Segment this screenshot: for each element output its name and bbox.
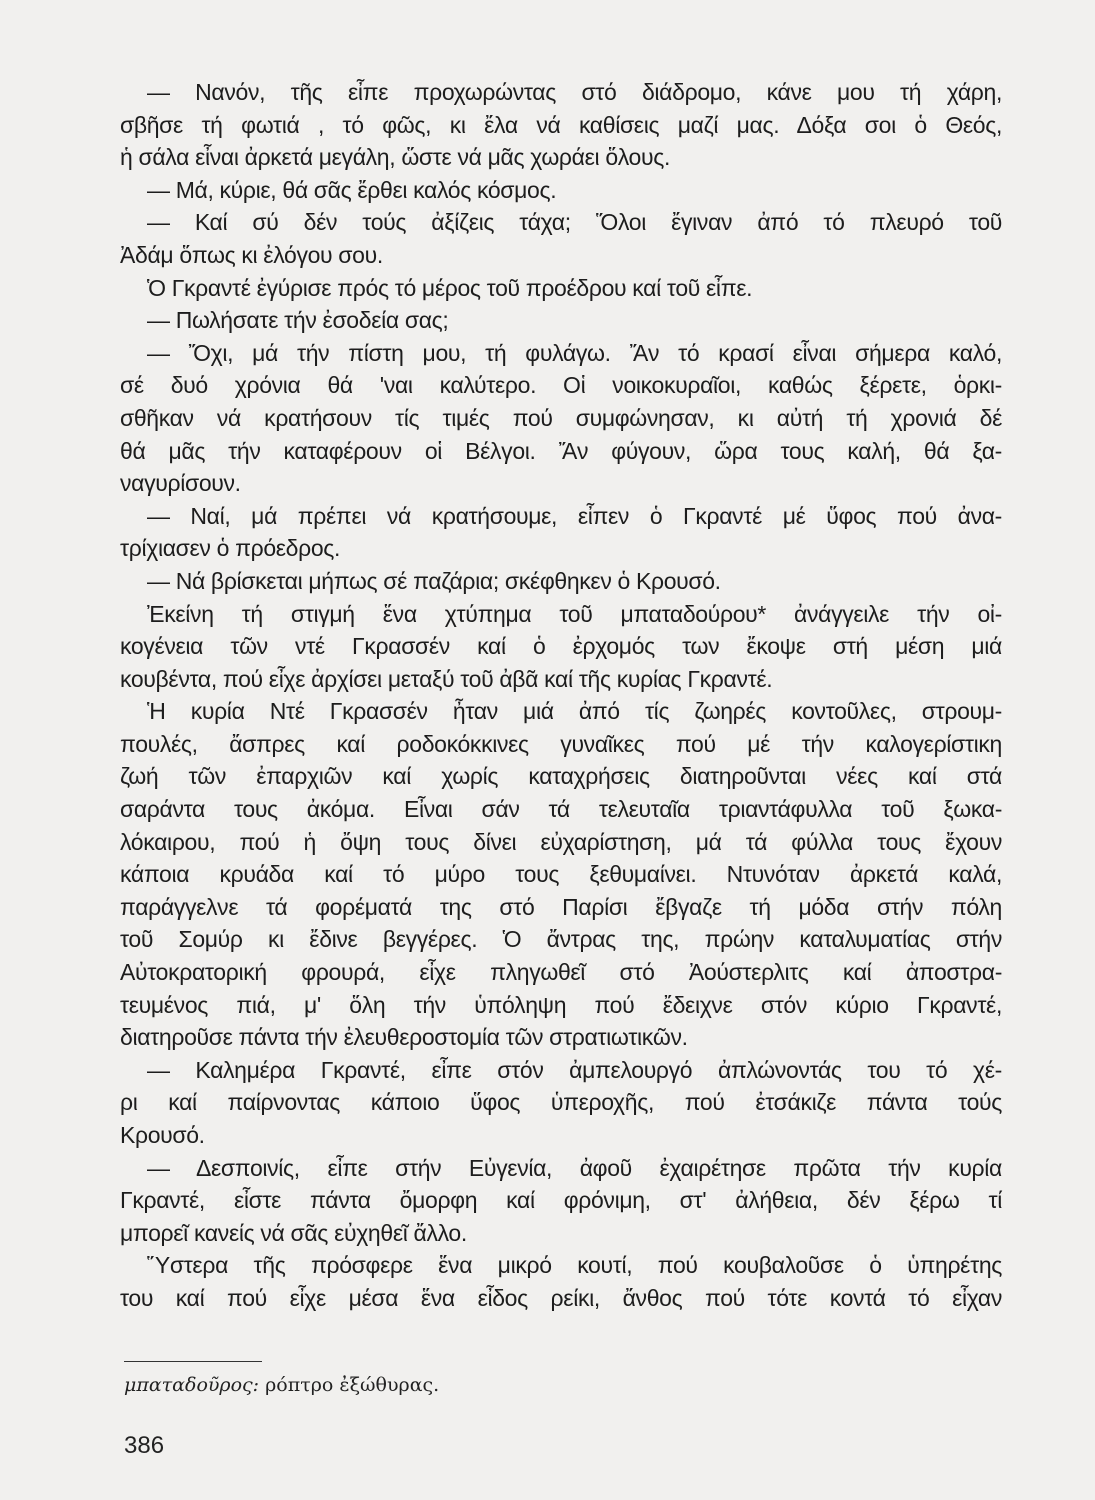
footnote (124, 1374, 439, 1396)
text-line: σαράντα τους ἀκόμα. Εἶναι σάν τά τελευταῖα τριαντάφυλλα τοῦ ξωκα- (120, 796, 1002, 823)
text-line: — Νά βρίσκεται μήπως σέ παζάρια; σκέφθηκεν ὁ Κρουσό. (147, 567, 721, 594)
text-line: Ἡ κυρία Ντέ Γκρασσέν ἦταν μιά ἀπό τίς ζωηρές κοντοῦλες, στρουμ- (147, 698, 1002, 725)
text-line: — Ναί, μά πρέπει νά κρατήσουμε, εἶπεν ὁ Γκραντέ μέ ὕφος πού ἀνα- (147, 502, 1002, 529)
text-line: — Καί σύ δέν τούς ἀξίζεις τάχα; Ὅλοι ἔγιναν ἀπό τό πλευρό τοῦ (147, 209, 1002, 236)
text-line: σβῆσε τή φωτιά , τό φῶς, κι ἔλα νά καθίσεις μαζί μας. Δόξα σοι ὁ Θεός, (120, 111, 1002, 138)
text-line: Ἐκείνη τή στιγμή ἕνα χτύπημα τοῦ μπαταδούρου* ἀνάγγειλε τήν οἰ- (147, 600, 1002, 627)
text-line: Ὕστερα τῆς πρόσφερε ἕνα μικρό κουτί, πού κουβαλοῦσε ὁ ὑπηρέτης (147, 1252, 1002, 1279)
text-line: — Δεσποινίς, εἶπε στήν Εὐγενία, ἀφοῦ ἐχαιρέτησε πρῶτα τήν κυρία (147, 1154, 1002, 1181)
text-line: σέ δυό χρόνια θά 'ναι καλύτερο. Οἱ νοικοκυραῖοι, καθώς ξέρετε, ὁρκι- (120, 372, 1002, 399)
text-line: διατηροῦσε πάντα τήν ἐλευθεροστομία τῶν στρατιωτικῶν. (120, 1024, 688, 1051)
text-line: θά μᾶς τήν καταφέρουν οἱ Βέλγοι. Ἄν φύγουν, ὥρα τους καλή, θά ξα- (120, 437, 1002, 464)
page-number: 386 (124, 1432, 165, 1459)
text-line: πουλές, ἄσπρες καί ροδοκόκκινες γυναῖκες πού μέ τήν καλογερίστικη (120, 730, 1002, 757)
text-line: Κρουσό. (120, 1122, 205, 1148)
text-line: Γκραντέ, εἶστε πάντα ὄμορφη καί φρόνιμη, στ' ἀλήθεια, δέν ξέρω τί (120, 1187, 1002, 1214)
footnote-divider (124, 1361, 262, 1362)
text-line: κάποια κρυάδα καί τό μύρο τους ξεθυμαίνει. Ντυνόταν ἀρκετά καλά, (120, 861, 1002, 888)
text-line: ρι καί παίρνοντας κάποιο ὕφος ὑπεροχῆς, πού ἐτσάκιζε πάντα τούς (120, 1089, 1002, 1116)
text-line: του καί πού εἶχε μέσα ἕνα εἶδος ρείκι, ἄνθος πού τότε κοντά τό εἶχαν (120, 1284, 1002, 1311)
text-line: — Καλημέρα Γκραντέ, εἶπε στόν ἀμπελουργό ἀπλώνοντάς του τό χέ- (147, 1056, 1002, 1083)
text-line: κουβέντα, πού εἶχε ἀρχίσει μεταξύ τοῦ ἀβᾶ καί τῆς κυρίας Γκραντέ. (120, 665, 773, 692)
text-line: — Ὄχι, μά τήν πίστη μου, τή φυλάγω. Ἄν τό κρασί εἶναι σήμερα καλό, (147, 339, 1002, 366)
text-line: κογένεια τῶν ντέ Γκρασσέν καί ὁ ἐρχομός των ἔκοψε στή μέση μιά (120, 633, 1002, 660)
text-line: μπορεῖ κανείς νά σᾶς εὐχηθεῖ ἄλλο. (120, 1219, 467, 1246)
footnote-definition: ρόπτρο ἐξώθυρας. (265, 1374, 440, 1396)
text-line: σθῆκαν νά κρατήσουν τίς τιμές πού συμφώνησαν, κι αὐτή τή χρονιά δέ (120, 404, 1002, 431)
footnote-term: μπαταδοῦρος: (124, 1374, 260, 1396)
text-line: ναγυρίσουν. (120, 470, 241, 497)
text-line: τοῦ Σομύρ κι ἔδινε βεγγέρες. Ὁ ἄντρας της, πρώην καταλυματίας στήν (120, 926, 1002, 953)
text-line: — Πωλήσατε τήν ἐσοδεία σας; (147, 307, 449, 334)
text-line: Ἀδάμ ὅπως κι ἐλόγου σου. (120, 241, 383, 268)
text-line: τρίχιασεν ὁ πρόεδρος. (120, 535, 341, 562)
text-line: ζωή τῶν ἐπαρχιῶν καί χωρίς καταχρήσεις διατηροῦνται νέες καί στά (120, 763, 1002, 790)
text-line: — Νανόν, τῆς εἶπε προχωρώντας στό διάδρομο, κάνε μου τή χάρη, (147, 79, 1002, 105)
text-line: Ὁ Γκραντέ ἐγύρισε πρός τό μέρος τοῦ προέδρου καί τοῦ εἶπε. (147, 274, 753, 301)
text-line: — Μά, κύριε, θά σᾶς ἔρθει καλός κόσμος. (147, 176, 557, 203)
text-line: Αὐτοκρατορική φρουρά, εἶχε πληγωθεῖ στό Ἀούστερλιτς καί ἀποστρα- (120, 959, 1002, 986)
text-line: λόκαιρου, πού ἡ ὄψη τους δίνει εὐχαρίστηση, μά τά φύλλα τους ἔχουν (120, 828, 1002, 855)
text-line: ἡ σάλα εἶναι ἀρκετά μεγάλη, ὥστε νά μᾶς χωράει ὅλους. (120, 144, 671, 171)
body-text (120, 76, 1002, 1315)
text-line: τευμένος πιά, μ' ὅλη τήν ὑπόληψη πού ἔδειχνε στόν κύριο Γκραντέ, (120, 991, 1002, 1018)
text-line: παράγγελνε τά φορέματά της στό Παρίσι ἔβγαζε τή μόδα στήν πόλη (120, 893, 1002, 920)
